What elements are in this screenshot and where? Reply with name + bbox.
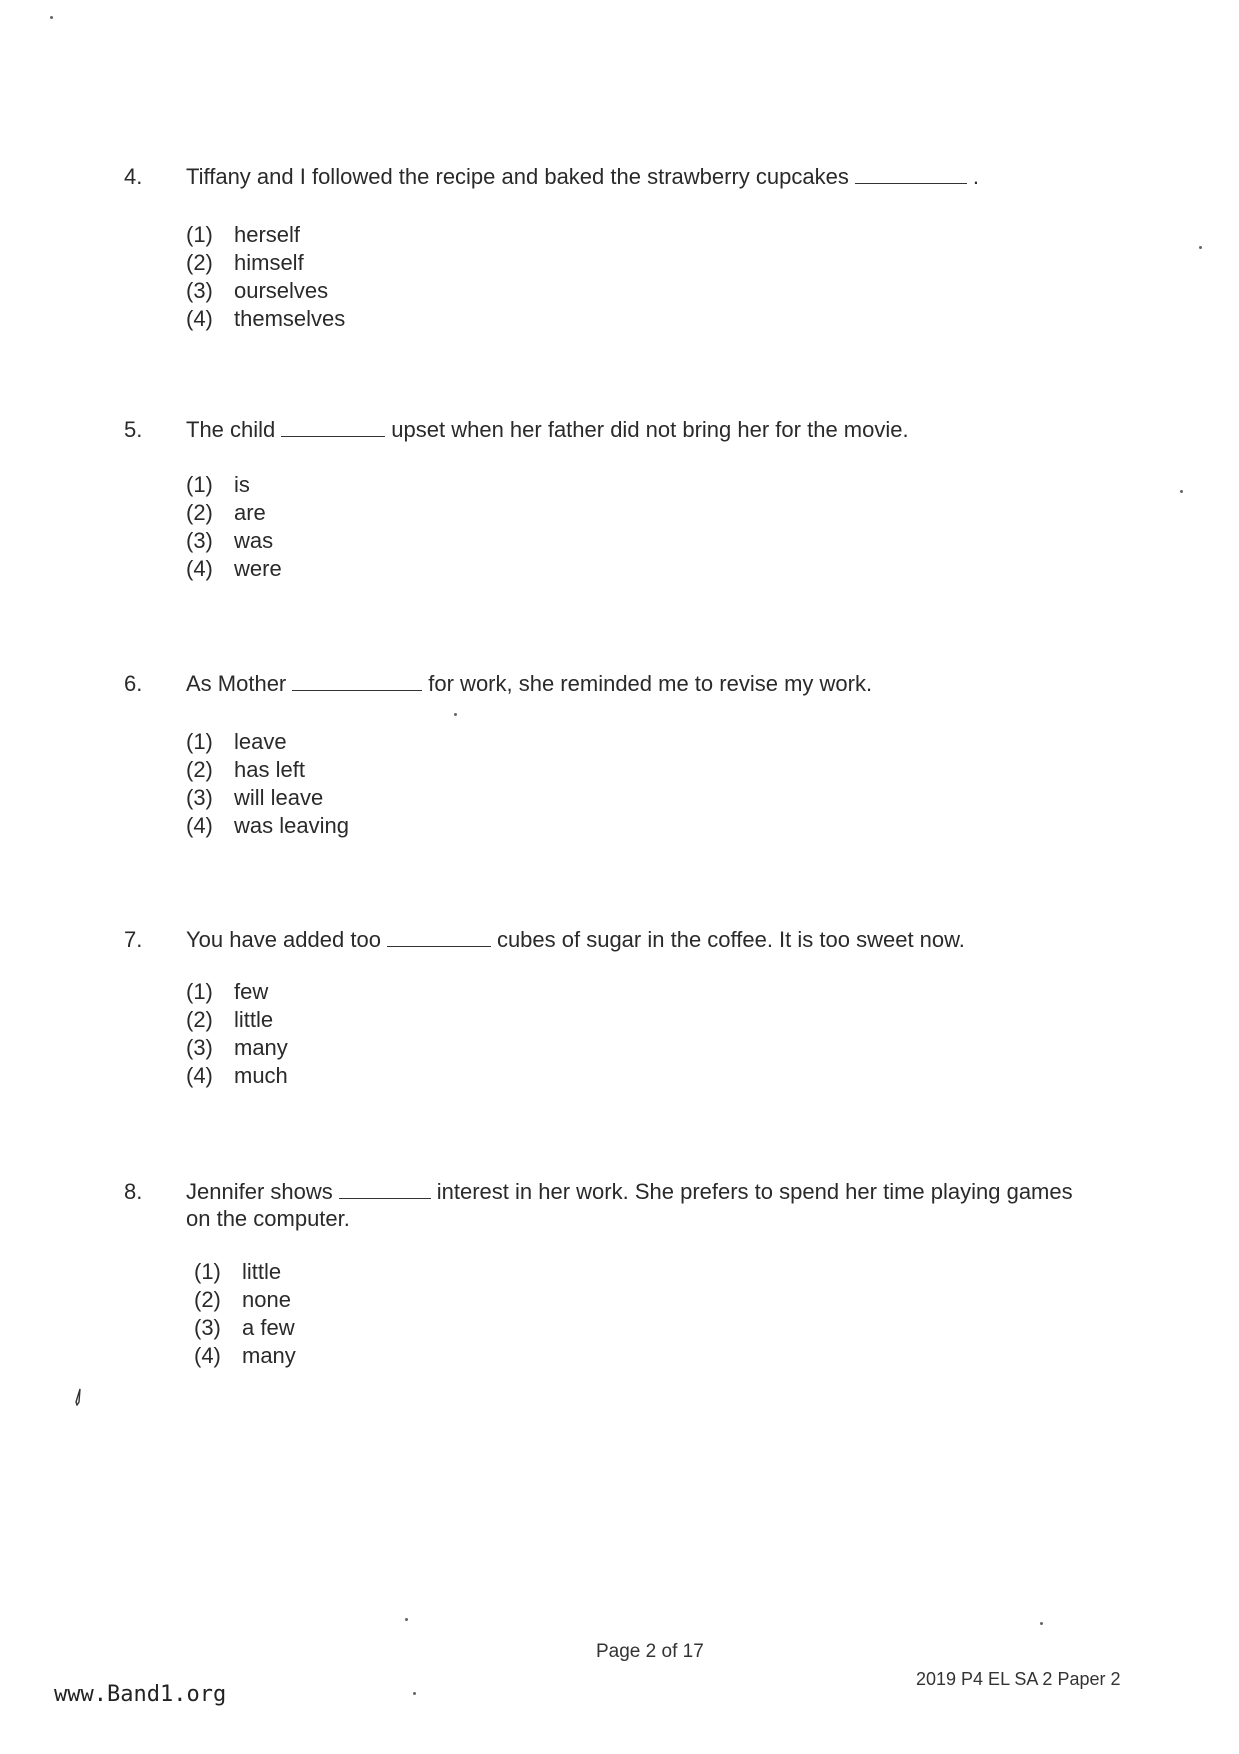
option-4	[186, 812, 349, 840]
option-4	[186, 555, 282, 583]
scan-speck	[1199, 246, 1202, 249]
option-1	[186, 978, 288, 1006]
option-number: (1)	[186, 979, 213, 1004]
option-number: (3)	[186, 785, 213, 810]
question-text-before: Jennifer shows	[186, 1179, 333, 1204]
scan-speck	[413, 1692, 416, 1695]
option-number: (2)	[186, 757, 213, 782]
question-text-before: As Mother	[186, 671, 287, 696]
answer-blank	[855, 163, 967, 184]
option-number: (1)	[194, 1259, 221, 1284]
option-number: (2)	[186, 1007, 213, 1032]
option-2	[194, 1286, 296, 1314]
question-text	[186, 163, 1116, 190]
option-text: much	[234, 1063, 288, 1088]
option-3	[186, 784, 349, 812]
question-text-after: .	[972, 164, 979, 189]
option-number: (2)	[186, 250, 213, 275]
question-text	[186, 670, 1116, 697]
option-number: (3)	[186, 528, 213, 553]
option-text: leave	[234, 729, 287, 754]
answer-blank	[281, 416, 385, 437]
option-text: were	[234, 556, 282, 581]
question-text	[186, 926, 1116, 953]
option-2	[186, 249, 345, 277]
scan-speck	[1180, 490, 1183, 493]
question-text-after: for work, she reminded me to revise my work.	[428, 671, 873, 696]
option-text: himself	[234, 250, 304, 275]
options-list	[186, 471, 282, 583]
option-1	[186, 728, 349, 756]
question-text	[186, 1178, 1086, 1232]
scan-speck	[1040, 1622, 1043, 1625]
option-3	[186, 277, 345, 305]
option-text: themselves	[234, 306, 346, 331]
option-text: ourselves	[234, 278, 329, 303]
option-text: is	[234, 472, 250, 497]
watermark: www.Band1.org	[54, 1682, 227, 1707]
option-1	[186, 471, 282, 499]
option-number: (4)	[186, 556, 213, 581]
option-number: (4)	[186, 306, 213, 331]
option-text: was	[234, 528, 274, 553]
option-number: (1)	[186, 472, 213, 497]
option-1	[186, 221, 345, 249]
option-text: will leave	[234, 785, 324, 810]
option-number: (1)	[186, 729, 213, 754]
option-text: was leaving	[234, 813, 349, 838]
option-number: (2)	[194, 1287, 221, 1312]
scan-speck	[454, 713, 457, 716]
question-text-before: You have added too	[186, 927, 381, 952]
option-2	[186, 1006, 288, 1034]
question-text-after: upset when her father did not bring her for the movie.	[391, 417, 909, 442]
question-text-before: The child	[186, 417, 276, 442]
question-number: 4.	[124, 164, 143, 189]
question-text-after: cubes of sugar in the coffee. It is too sweet now.	[496, 927, 965, 952]
option-number: (3)	[186, 278, 213, 303]
option-text: little	[234, 1007, 274, 1032]
options-list	[186, 978, 288, 1090]
paper-label: 2019 P4 EL SA 2 Paper 2	[916, 1669, 1121, 1689]
scan-speck	[405, 1618, 408, 1621]
option-4	[194, 1342, 296, 1370]
options-list	[186, 728, 349, 840]
option-3	[194, 1314, 296, 1342]
option-3	[186, 1034, 288, 1062]
option-number: (4)	[194, 1343, 221, 1368]
option-text: has left	[234, 757, 305, 782]
options-list	[194, 1258, 296, 1370]
question-text	[186, 416, 1116, 443]
option-3	[186, 527, 282, 555]
answer-blank	[387, 926, 491, 947]
option-text: little	[242, 1259, 282, 1284]
option-text: are	[234, 500, 266, 525]
option-number: (2)	[186, 500, 213, 525]
option-2	[186, 756, 349, 784]
question-text-after: interest in her work. She prefers to spend her time playing games on the computer.	[186, 1179, 1073, 1231]
question-number: 5.	[124, 417, 143, 442]
question-number: 7.	[124, 927, 143, 952]
option-1	[194, 1258, 296, 1286]
question-number: 6.	[124, 671, 143, 696]
option-number: (4)	[186, 1063, 213, 1088]
option-4	[186, 305, 345, 333]
answer-blank	[292, 670, 422, 691]
option-text: few	[234, 979, 269, 1004]
option-4	[186, 1062, 288, 1090]
option-number: (3)	[186, 1035, 213, 1060]
option-text: a few	[242, 1315, 295, 1340]
question-number: 8.	[124, 1179, 143, 1204]
option-text: many	[234, 1035, 288, 1060]
option-number: (1)	[186, 222, 213, 247]
scan-speck	[50, 16, 53, 19]
answer-blank	[339, 1178, 431, 1199]
option-text: many	[242, 1343, 296, 1368]
question-text-before: Tiffany and I followed the recipe and baked the strawberry cupcakes	[186, 164, 849, 189]
option-text: herself	[234, 222, 301, 247]
option-2	[186, 499, 282, 527]
option-number: (3)	[194, 1315, 221, 1340]
pencil-mark-icon	[74, 1388, 82, 1406]
option-text: none	[242, 1287, 291, 1312]
page-number: Page 2 of 17	[596, 1641, 704, 1662]
options-list	[186, 221, 345, 333]
option-number: (4)	[186, 813, 213, 838]
